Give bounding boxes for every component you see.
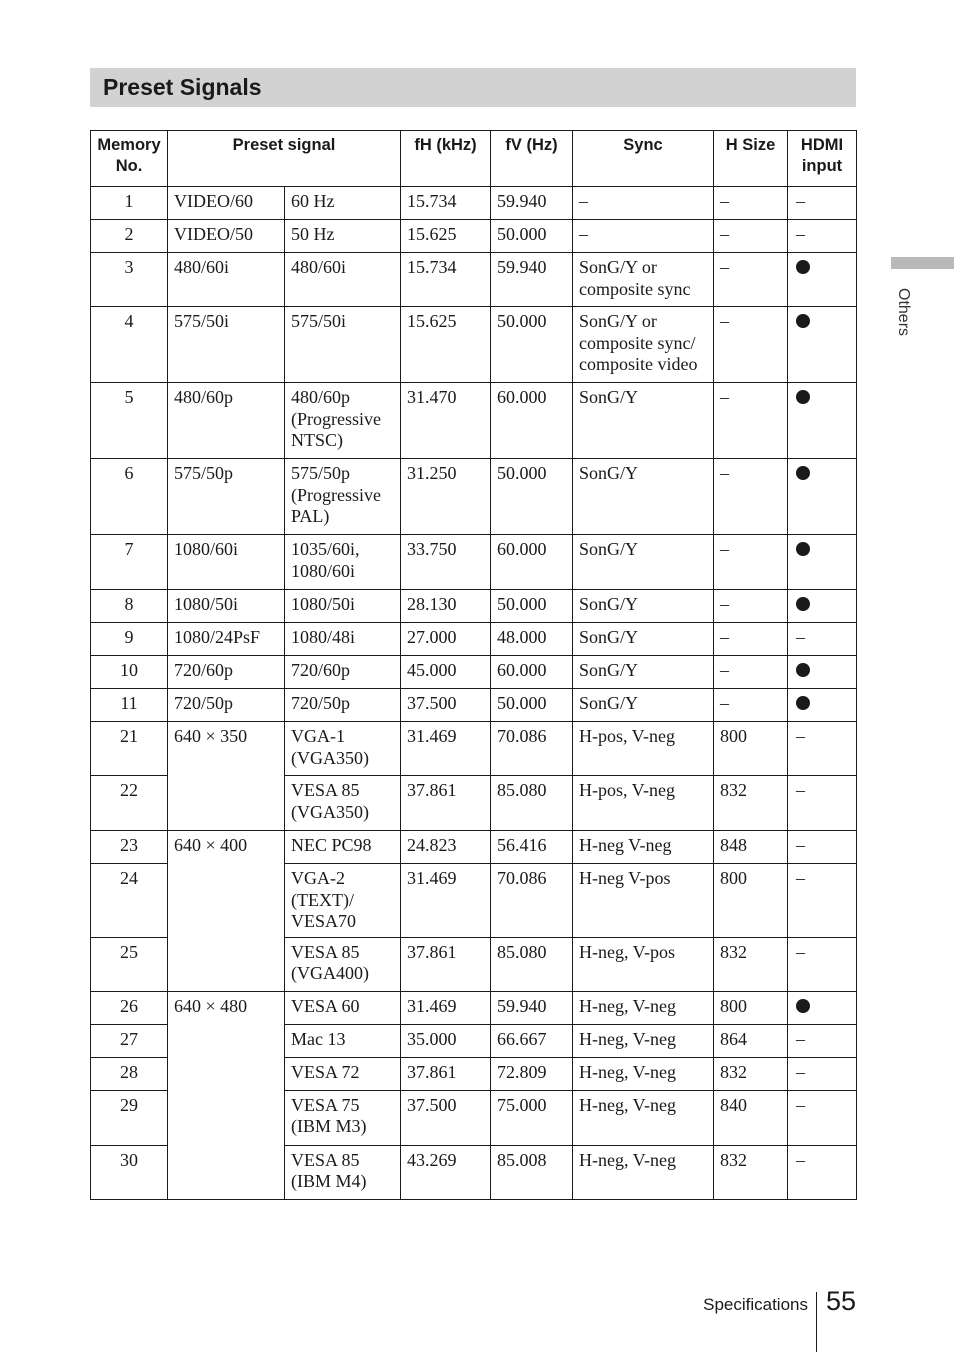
hdmi-input-cell: –	[788, 1024, 857, 1057]
h-size-cell: –	[714, 459, 788, 535]
preset-signal-cell: 60 Hz	[285, 187, 401, 220]
fv-cell: 66.667	[491, 1024, 573, 1057]
fh-cell: 24.823	[401, 831, 491, 864]
fv-cell: 85.080	[491, 776, 573, 831]
hdmi-supported-dot-icon	[796, 260, 810, 274]
preset-signal-cell: VESA 85 (VGA350)	[285, 776, 401, 831]
memory-no-cell: 11	[91, 689, 168, 722]
preset-group-cell: VIDEO/60	[168, 187, 285, 220]
fh-cell: 31.470	[401, 383, 491, 459]
sync-cell: SonG/Y	[573, 459, 714, 535]
preset-group-cell: 480/60p	[168, 383, 285, 459]
sync-cell: –	[573, 220, 714, 253]
memory-no-cell: 9	[91, 623, 168, 656]
h-size-cell: –	[714, 656, 788, 689]
preset-signal-cell: 480/60p (Progressive NTSC)	[285, 383, 401, 459]
sync-cell: H-neg, V-neg	[573, 1057, 714, 1090]
sync-cell: SonG/Y or composite sync	[573, 253, 714, 307]
sync-cell: H-neg, V-neg	[573, 1145, 714, 1199]
hdmi-input-cell: –	[788, 187, 857, 220]
hdmi-input-cell: –	[788, 831, 857, 864]
header-hdmi-input: HDMI input	[788, 131, 857, 187]
preset-signal-cell: 50 Hz	[285, 220, 401, 253]
hdmi-input-cell	[788, 590, 857, 623]
table-row	[91, 991, 857, 1024]
fv-cell: 50.000	[491, 459, 573, 535]
fh-cell: 31.469	[401, 722, 491, 776]
table-row	[91, 383, 857, 459]
table-row	[91, 831, 857, 864]
preset-group-cell: 720/50p	[168, 689, 285, 722]
memory-no-cell: 28	[91, 1057, 168, 1090]
sync-cell: H-pos, V-neg	[573, 776, 714, 831]
hdmi-supported-dot-icon	[796, 314, 810, 328]
table-row	[91, 722, 857, 776]
page-number: 55	[826, 1286, 857, 1316]
hdmi-supported-dot-icon	[796, 390, 810, 404]
header-memory-no: Memory No.	[91, 131, 168, 187]
memory-no-cell: 6	[91, 459, 168, 535]
preset-signal-cell: 1080/50i	[285, 590, 401, 623]
header-preset-signal: Preset signal	[168, 131, 401, 187]
hdmi-supported-dot-icon	[796, 999, 810, 1013]
hdmi-input-cell	[788, 307, 857, 383]
memory-no-cell: 3	[91, 253, 168, 307]
hdmi-supported-dot-icon	[796, 542, 810, 556]
fh-cell: 37.861	[401, 776, 491, 831]
hdmi-supported-dot-icon	[796, 663, 810, 677]
hdmi-input-cell: –	[788, 776, 857, 831]
sync-cell: H-pos, V-neg	[573, 722, 714, 776]
fv-cell: 56.416	[491, 831, 573, 864]
fh-cell: 37.861	[401, 937, 491, 991]
hdmi-input-cell: –	[788, 937, 857, 991]
fv-cell: 85.080	[491, 937, 573, 991]
hdmi-input-cell: –	[788, 1145, 857, 1199]
table-row	[91, 689, 857, 722]
h-size-cell: –	[714, 253, 788, 307]
fv-cell: 60.000	[491, 535, 573, 590]
fh-cell: 15.734	[401, 253, 491, 307]
hdmi-input-cell	[788, 383, 857, 459]
preset-signal-cell: 1080/48i	[285, 623, 401, 656]
title-bar	[90, 68, 856, 107]
hdmi-input-cell: –	[788, 220, 857, 253]
fh-cell: 15.625	[401, 307, 491, 383]
memory-no-cell: 21	[91, 722, 168, 776]
fv-cell: 70.086	[491, 722, 573, 776]
hdmi-input-cell: –	[788, 1090, 857, 1145]
fh-cell: 35.000	[401, 1024, 491, 1057]
table-row	[91, 220, 857, 253]
side-tab-marker	[891, 257, 954, 269]
sync-cell: H-neg, V-neg	[573, 1024, 714, 1057]
h-size-cell: 840	[714, 1090, 788, 1145]
fh-cell: 27.000	[401, 623, 491, 656]
fh-cell: 43.269	[401, 1145, 491, 1199]
fh-cell: 37.861	[401, 1057, 491, 1090]
h-size-cell: 864	[714, 1024, 788, 1057]
fh-cell: 33.750	[401, 535, 491, 590]
sync-cell: H-neg, V-neg	[573, 1090, 714, 1145]
h-size-cell: –	[714, 623, 788, 656]
fv-cell: 70.086	[491, 864, 573, 938]
side-tab-label: Others	[895, 288, 912, 337]
preset-signal-cell: Mac 13	[285, 1024, 401, 1057]
hdmi-input-cell	[788, 991, 857, 1024]
h-size-cell: –	[714, 590, 788, 623]
page-title: Preset Signals	[103, 74, 262, 100]
preset-signal-cell: VESA 85 (VGA400)	[285, 937, 401, 991]
fh-cell: 45.000	[401, 656, 491, 689]
sync-cell: –	[573, 187, 714, 220]
sync-cell: SonG/Y	[573, 623, 714, 656]
table-row	[91, 623, 857, 656]
hdmi-input-cell	[788, 535, 857, 590]
preset-group-cell: 640 × 400	[168, 831, 285, 992]
h-size-cell: 800	[714, 991, 788, 1024]
fh-cell: 15.625	[401, 220, 491, 253]
memory-no-cell: 2	[91, 220, 168, 253]
table-row	[91, 307, 857, 383]
hdmi-input-cell: –	[788, 864, 857, 938]
fv-cell: 50.000	[491, 220, 573, 253]
preset-signal-cell: 575/50i	[285, 307, 401, 383]
header-fv: fV (Hz)	[491, 131, 573, 187]
hdmi-supported-dot-icon	[796, 597, 810, 611]
preset-group-cell: 720/60p	[168, 656, 285, 689]
memory-no-cell: 23	[91, 831, 168, 864]
table-row	[91, 656, 857, 689]
memory-no-cell: 5	[91, 383, 168, 459]
sync-cell: SonG/Y or composite sync/ composite video	[573, 307, 714, 383]
memory-no-cell: 10	[91, 656, 168, 689]
fv-cell: 60.000	[491, 383, 573, 459]
sync-cell: H-neg, V-neg	[573, 991, 714, 1024]
fh-cell: 15.734	[401, 187, 491, 220]
preset-signal-cell: 720/50p	[285, 689, 401, 722]
fh-cell: 31.250	[401, 459, 491, 535]
preset-signal-cell: 720/60p	[285, 656, 401, 689]
preset-signal-cell: VGA-2 (TEXT)/ VESA70	[285, 864, 401, 938]
header-h-size: H Size	[714, 131, 788, 187]
preset-group-cell: 575/50p	[168, 459, 285, 535]
preset-group-cell: 640 × 480	[168, 991, 285, 1199]
h-size-cell: –	[714, 383, 788, 459]
header-fh: fH (kHz)	[401, 131, 491, 187]
fh-cell: 31.469	[401, 991, 491, 1024]
fv-cell: 72.809	[491, 1057, 573, 1090]
memory-no-cell: 7	[91, 535, 168, 590]
fh-cell: 28.130	[401, 590, 491, 623]
fv-cell: 50.000	[491, 307, 573, 383]
preset-group-cell: 1080/60i	[168, 535, 285, 590]
preset-group-cell: 1080/24PsF	[168, 623, 285, 656]
sync-cell: H-neg V-pos	[573, 864, 714, 938]
memory-no-cell: 27	[91, 1024, 168, 1057]
h-size-cell: –	[714, 535, 788, 590]
preset-group-cell: VIDEO/50	[168, 220, 285, 253]
hdmi-input-cell: –	[788, 1057, 857, 1090]
hdmi-input-cell	[788, 253, 857, 307]
hdmi-input-cell: –	[788, 623, 857, 656]
hdmi-input-cell: –	[788, 722, 857, 776]
header-row	[91, 131, 857, 187]
fv-cell: 59.940	[491, 991, 573, 1024]
footer-section-name: Specifications	[703, 1295, 808, 1314]
hdmi-input-cell	[788, 656, 857, 689]
fv-cell: 85.008	[491, 1145, 573, 1199]
h-size-cell: 832	[714, 1145, 788, 1199]
table-row	[91, 535, 857, 590]
table-row	[91, 459, 857, 535]
fh-cell: 37.500	[401, 1090, 491, 1145]
h-size-cell: –	[714, 187, 788, 220]
preset-signal-cell: VESA 85 (IBM M4)	[285, 1145, 401, 1199]
memory-no-cell: 26	[91, 991, 168, 1024]
preset-signal-cell: VESA 60	[285, 991, 401, 1024]
preset-group-cell: 480/60i	[168, 253, 285, 307]
hdmi-supported-dot-icon	[796, 696, 810, 710]
preset-group-cell: 1080/50i	[168, 590, 285, 623]
preset-signal-cell: 575/50p (Progressive PAL)	[285, 459, 401, 535]
header-sync: Sync	[573, 131, 714, 187]
sync-cell: H-neg V-neg	[573, 831, 714, 864]
memory-no-cell: 24	[91, 864, 168, 938]
h-size-cell: –	[714, 307, 788, 383]
sync-cell: SonG/Y	[573, 535, 714, 590]
sync-cell: SonG/Y	[573, 689, 714, 722]
memory-no-cell: 22	[91, 776, 168, 831]
memory-no-cell: 1	[91, 187, 168, 220]
h-size-cell: –	[714, 220, 788, 253]
table-row	[91, 253, 857, 307]
h-size-cell: 832	[714, 937, 788, 991]
fv-cell: 59.940	[491, 187, 573, 220]
hdmi-input-cell	[788, 459, 857, 535]
h-size-cell: 800	[714, 864, 788, 938]
preset-signal-cell: 1035/60i, 1080/60i	[285, 535, 401, 590]
preset-signal-cell: VGA-1 (VGA350)	[285, 722, 401, 776]
preset-signal-cell: VESA 75 (IBM M3)	[285, 1090, 401, 1145]
preset-signal-cell: VESA 72	[285, 1057, 401, 1090]
sync-cell: SonG/Y	[573, 383, 714, 459]
fv-cell: 50.000	[491, 689, 573, 722]
preset-signal-cell: NEC PC98	[285, 831, 401, 864]
table-row	[91, 187, 857, 220]
fv-cell: 50.000	[491, 590, 573, 623]
fv-cell: 75.000	[491, 1090, 573, 1145]
preset-signals-table	[90, 130, 857, 1200]
preset-signal-cell: 480/60i	[285, 253, 401, 307]
hdmi-input-cell	[788, 689, 857, 722]
fv-cell: 48.000	[491, 623, 573, 656]
sync-cell: SonG/Y	[573, 656, 714, 689]
sync-cell: H-neg, V-pos	[573, 937, 714, 991]
preset-group-cell: 640 × 350	[168, 722, 285, 831]
footer-divider	[816, 1292, 817, 1352]
memory-no-cell: 29	[91, 1090, 168, 1145]
h-size-cell: 848	[714, 831, 788, 864]
h-size-cell: –	[714, 689, 788, 722]
hdmi-supported-dot-icon	[796, 466, 810, 480]
memory-no-cell: 30	[91, 1145, 168, 1199]
fv-cell: 60.000	[491, 656, 573, 689]
fv-cell: 59.940	[491, 253, 573, 307]
memory-no-cell: 8	[91, 590, 168, 623]
memory-no-cell: 25	[91, 937, 168, 991]
table-row	[91, 590, 857, 623]
h-size-cell: 832	[714, 1057, 788, 1090]
preset-group-cell: 575/50i	[168, 307, 285, 383]
h-size-cell: 800	[714, 722, 788, 776]
sync-cell: SonG/Y	[573, 590, 714, 623]
fh-cell: 31.469	[401, 864, 491, 938]
memory-no-cell: 4	[91, 307, 168, 383]
fh-cell: 37.500	[401, 689, 491, 722]
h-size-cell: 832	[714, 776, 788, 831]
